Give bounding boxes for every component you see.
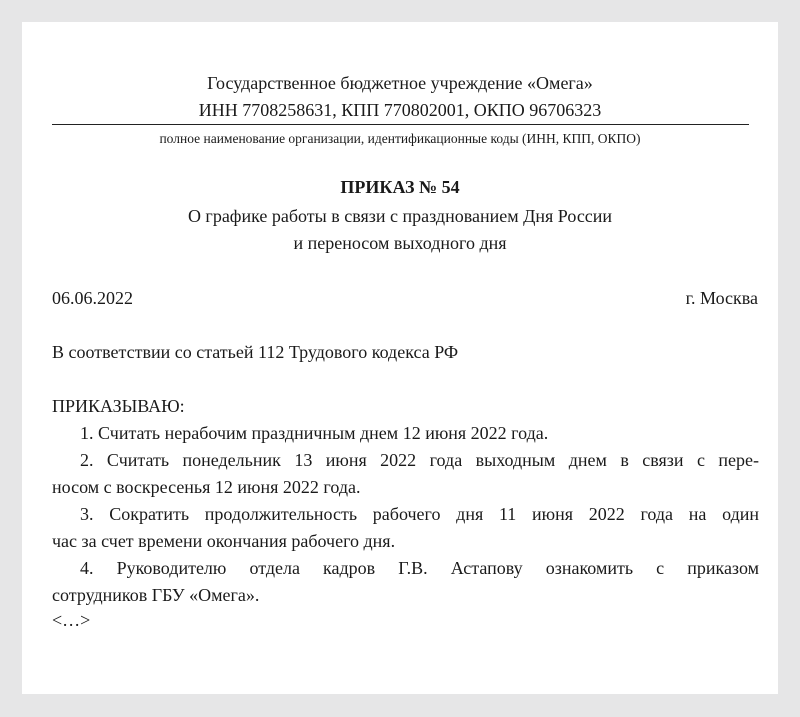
order-directive-word: ПРИКАЗЫВАЮ: (52, 396, 185, 416)
header-caption: полное наименование организации, идентификационные коды (ИНН, КПП, ОКПО) (159, 131, 641, 146)
order-item-4-line1: 4. Руководителю отдела кадров Г.В. Астапову ознакомить с приказом (80, 558, 759, 578)
order-subtitle-line1: О графике работы в связи с празднованием Дня России (187, 206, 613, 226)
organization-name: Государственное бюджетное учреждение «Омега» (207, 73, 593, 93)
document-page (22, 22, 778, 694)
order-basis: В соответствии со статьей 112 Трудового кодекса РФ (52, 342, 459, 362)
order-city: г. Москва (685, 288, 758, 308)
order-item-3-line2: час за счет времени окончания рабочего дня. (52, 531, 396, 551)
order-item-2-line1: 2. Считать понедельник 13 июня 2022 года выходным днем в связи с пере- (80, 450, 759, 470)
order-item-3-line1: 3. Сократить продолжительность рабочего дня 11 июня 2022 года на один (80, 504, 759, 524)
order-item-2-line2: носом с воскресенья 12 июня 2022 года. (52, 477, 361, 497)
order-title: ПРИКАЗ № 54 (340, 177, 460, 197)
order-item-1: 1. Считать нерабочим праздничным днем 12 июня 2022 года. (80, 423, 549, 443)
header-divider (52, 124, 749, 125)
order-subtitle-line2: и переносом выходного дня (293, 233, 507, 253)
organization-codes: ИНН 7708258631, КПП 770802001, ОКПО 96706323 (198, 100, 602, 120)
order-date: 06.06.2022 (52, 288, 133, 308)
order-item-4-line2: сотрудников ГБУ «Омега». (52, 585, 260, 605)
omission-mark: <…> (52, 610, 91, 630)
